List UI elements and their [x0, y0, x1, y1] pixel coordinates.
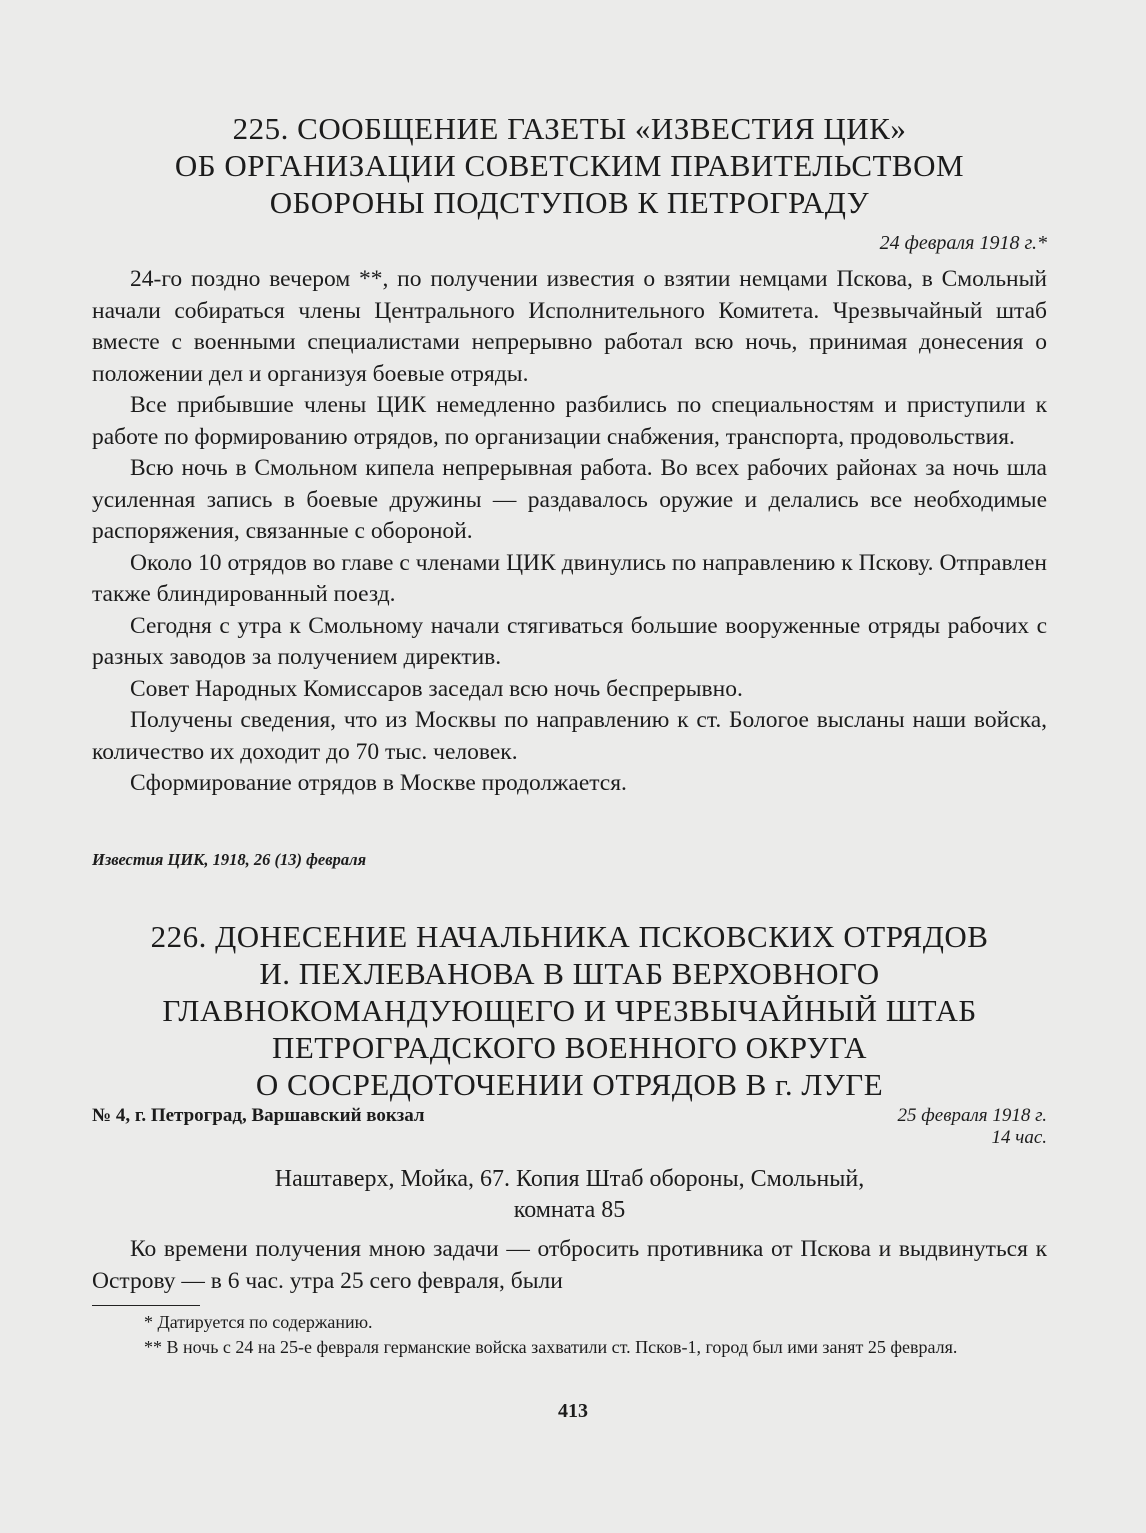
page-number: 413 [558, 1400, 588, 1422]
footnote: * Датируется по содержанию. [144, 1312, 373, 1332]
doc226-heading [92, 918, 1047, 1103]
doc225-paragraph: Около 10 отрядов во главе с членами ЦИК двинулись по направлению к Пскову. Отправлен также блиндированный поезд. [92, 549, 1047, 607]
footnote-rule [92, 1305, 200, 1306]
doc225-paragraph: Сформирование отрядов в Москве продолжается. [130, 770, 627, 796]
doc226-date: 25 февраля 1918 г. [897, 1105, 1047, 1126]
doc225-paragraph: Сегодня с утра к Смольному начали стягиваться большие вооруженные отряды рабочих с разных заводов за получением директив. [92, 612, 1047, 670]
footnote: ** В ночь с 24 на 25-е февраля германские войска захватили ст. Псков-1, город был ими занят 25 февраля. [144, 1337, 958, 1357]
doc225-heading-line: ОБ ОРГАНИЗАЦИИ СОВЕТСКИМ ПРАВИТЕЛЬСТВОМ [174, 148, 965, 183]
doc225-paragraph: Получены сведения, что из Москвы по направлению к ст. Бологое высланы наши войска, количество их доходит до 70 тыс. человек. [92, 707, 1047, 765]
doc226-address-line: Наштаверх, Мойка, 67. Копия Штаб обороны, Смольный, [274, 1166, 865, 1192]
doc225-paragraph: 24-го поздно вечером **, по получении известия о взятии немцами Пскова, в Смольный начали собираться члены Центрального Исполнительного Комитета. Чрезвычайный штаб вместе с военными специалистами непрерывно работал всю ночь, принимая донесения о положении дел и организуя боевые отряды. [92, 266, 1047, 387]
doc226-body [92, 1234, 1047, 1297]
doc225-date: 24 февраля 1918 г.* [879, 232, 1047, 254]
doc225-heading-line: 225. СООБЩЕНИЕ ГАЗЕТЫ «ИЗВЕСТИЯ ЦИК» [232, 111, 907, 146]
doc226-address [92, 1164, 1047, 1226]
doc225-paragraph: Все прибывшие члены ЦИК немедленно разбились по специальностям и приступили к работе по формированию отрядов, по организации снабжения, транспорта, продовольствия. [92, 392, 1047, 450]
doc225-paragraph: Совет Народных Комиссаров заседал всю ночь беспрерывно. [130, 675, 743, 702]
doc226-heading-line: 226. ДОНЕСЕНИЕ НАЧАЛЬНИКА ПСКОВСКИХ ОТРЯДОВ [150, 919, 989, 954]
doc226-heading-line: О СОСРЕДОТОЧЕНИИ ОТРЯДОВ В г. ЛУГЕ [255, 1067, 884, 1102]
footnotes [92, 1310, 1047, 1360]
doc226-datetime [898, 1105, 1047, 1149]
doc226-address-line: комната 85 [513, 1197, 626, 1223]
doc226-paragraph: Ко времени получения мною задачи — отбросить противника от Пскова и выдвинуться к Острову — в 6 час. утра 25 сего февраля, были [92, 1236, 1047, 1294]
doc225-heading [92, 110, 1047, 221]
doc225-body [92, 264, 1047, 800]
doc226-heading-line: И. ПЕХЛЕВАНОВА В ШТАБ ВЕРХОВНОГО [259, 956, 880, 991]
doc225-source: Известия ЦИК, 1918, 26 (13) февраля [92, 850, 367, 869]
doc226-meta [92, 1105, 1047, 1149]
doc225-heading-line: ОБОРОНЫ ПОДСТУПОВ К ПЕТРОГРАДУ [269, 185, 870, 220]
doc226-location: № 4, г. Петроград, Варшавский вокзал [92, 1105, 425, 1126]
doc226-heading-line: ГЛАВНОКОМАНДУЮЩЕГО И ЧРЕЗВЫЧАЙНЫЙ ШТАБ [162, 993, 977, 1028]
doc225-paragraph: Всю ночь в Смольном кипела непрерывная работа. Во всех рабочих районах за ночь шла усиленная запись в боевые дружины — раздавалось оружие и делались все необходимые распоряжения, связанные с обороной. [92, 455, 1047, 544]
doc226-time: 14 час. [991, 1127, 1047, 1148]
doc226-heading-line: ПЕТРОГРАДСКОГО ВОЕННОГО ОКРУГА [271, 1030, 868, 1065]
